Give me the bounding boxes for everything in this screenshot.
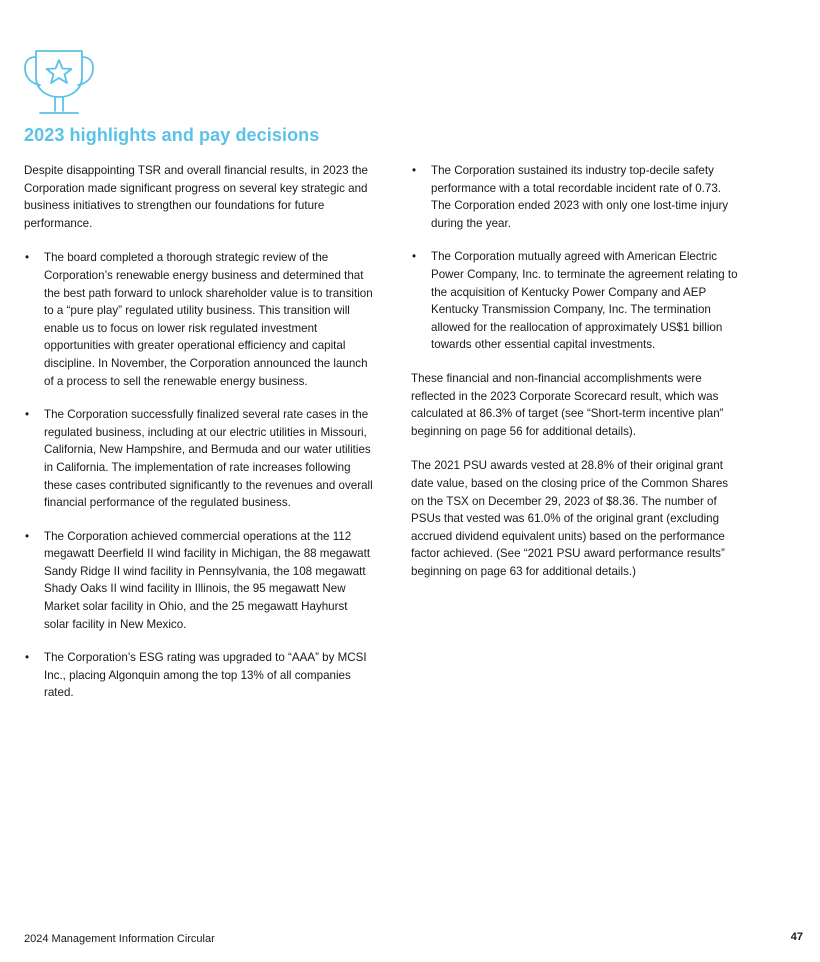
- left-bullet-list: [24, 249, 374, 702]
- psu-paragraph: The 2021 PSU awards vested at 28.8% of their original grant date value, based on the closing price of the Common Shares on the TSX on December 29, 2023 of $8.36. The number of PSUs that vested was 61.0% of the original grant (excluding accrued dividend equivalent units) based on the performance factor achieved. (See “2021 PSU award performance results” beginning on page 63 for additional details.): [411, 459, 729, 578]
- bullet-marker: •: [25, 651, 30, 665]
- list-item: • The Corporation sustained its industry top-decile safety performance with a total recordable incident rate of 0.73. The Corporation ended 2023 with only one lost-time injury during the year.: [412, 164, 729, 230]
- bullet-marker: •: [25, 251, 30, 265]
- list-item: • The Corporation mutually agreed with American Electric Power Company, Inc. to terminate the agreement relating to the acquisition of Kentucky Power Company and AEP Kentucky Transmission Company, Inc. The termination allowed for the reallocation of approximately US$1 billion towards other essential capital investments.: [412, 250, 738, 352]
- list-item: • The Corporation successfully finalized several rate cases in the regulated business, including at our electric utilities in Missouri, California, New Hampshire, and Bermuda and our water utilities in California. The implementation of rate increases following these cases contributed significantly to the revenues and overall financial performance of the regulated business.: [25, 408, 373, 510]
- intro-paragraph: Despite disappointing TSR and overall financial results, in 2023 the Corporation made significant progress on several key strategic and business initiatives to strengthen our foundations for future performance.: [24, 164, 368, 230]
- bullet-marker: •: [412, 250, 417, 264]
- right-bullet-list: [411, 162, 743, 354]
- right-column: [411, 162, 743, 597]
- section-heading: 2023 highlights and pay decisions: [24, 125, 320, 145]
- scorecard-paragraph: These financial and non-financial accomplishments were reflected in the 2023 Corporate Scorecard result, which was calculated at 86.3% of target (see “Short-term incentive plan” beginning on page 56 for additional details).: [411, 371, 724, 438]
- left-column: [24, 162, 374, 718]
- page-number: 47: [790, 931, 803, 943]
- trophy-star-icon: [22, 47, 96, 121]
- bullet-marker: •: [25, 529, 30, 543]
- bullet-marker: •: [412, 164, 417, 177]
- list-item: • The Corporation’s ESG rating was upgraded to “AAA” by MCSI Inc., placing Algonquin among the top 13% of all companies rated.: [25, 651, 367, 700]
- list-item: • The Corporation achieved commercial operations at the 112 megawatt Deerfield II wind facility in Michigan, the 88 megawatt Sandy Ridge II wind facility in Pennsylvania, the 108 megawatt Shady Oaks II wind facility in Illinois, the 95 megawatt New Market solar facility in Ohio, and the 25 megawatt Hayhurst solar facility in New Mexico.: [25, 529, 371, 631]
- list-item: • The board completed a thorough strategic review of the Corporation’s renewable energy business and determined that the best path forward to unlock shareholder value is to transition to a “pure play” regulated utility business. This transition will enable us to focus on lower risk regulated investment opportunities with greater operational efficiency and capital discipline. In November, the Corporation announced the launch of a process to sell the renewable energy business.: [25, 251, 373, 388]
- footer-document-title: 2024 Management Information Circular: [24, 933, 215, 945]
- bullet-marker: •: [25, 408, 30, 422]
